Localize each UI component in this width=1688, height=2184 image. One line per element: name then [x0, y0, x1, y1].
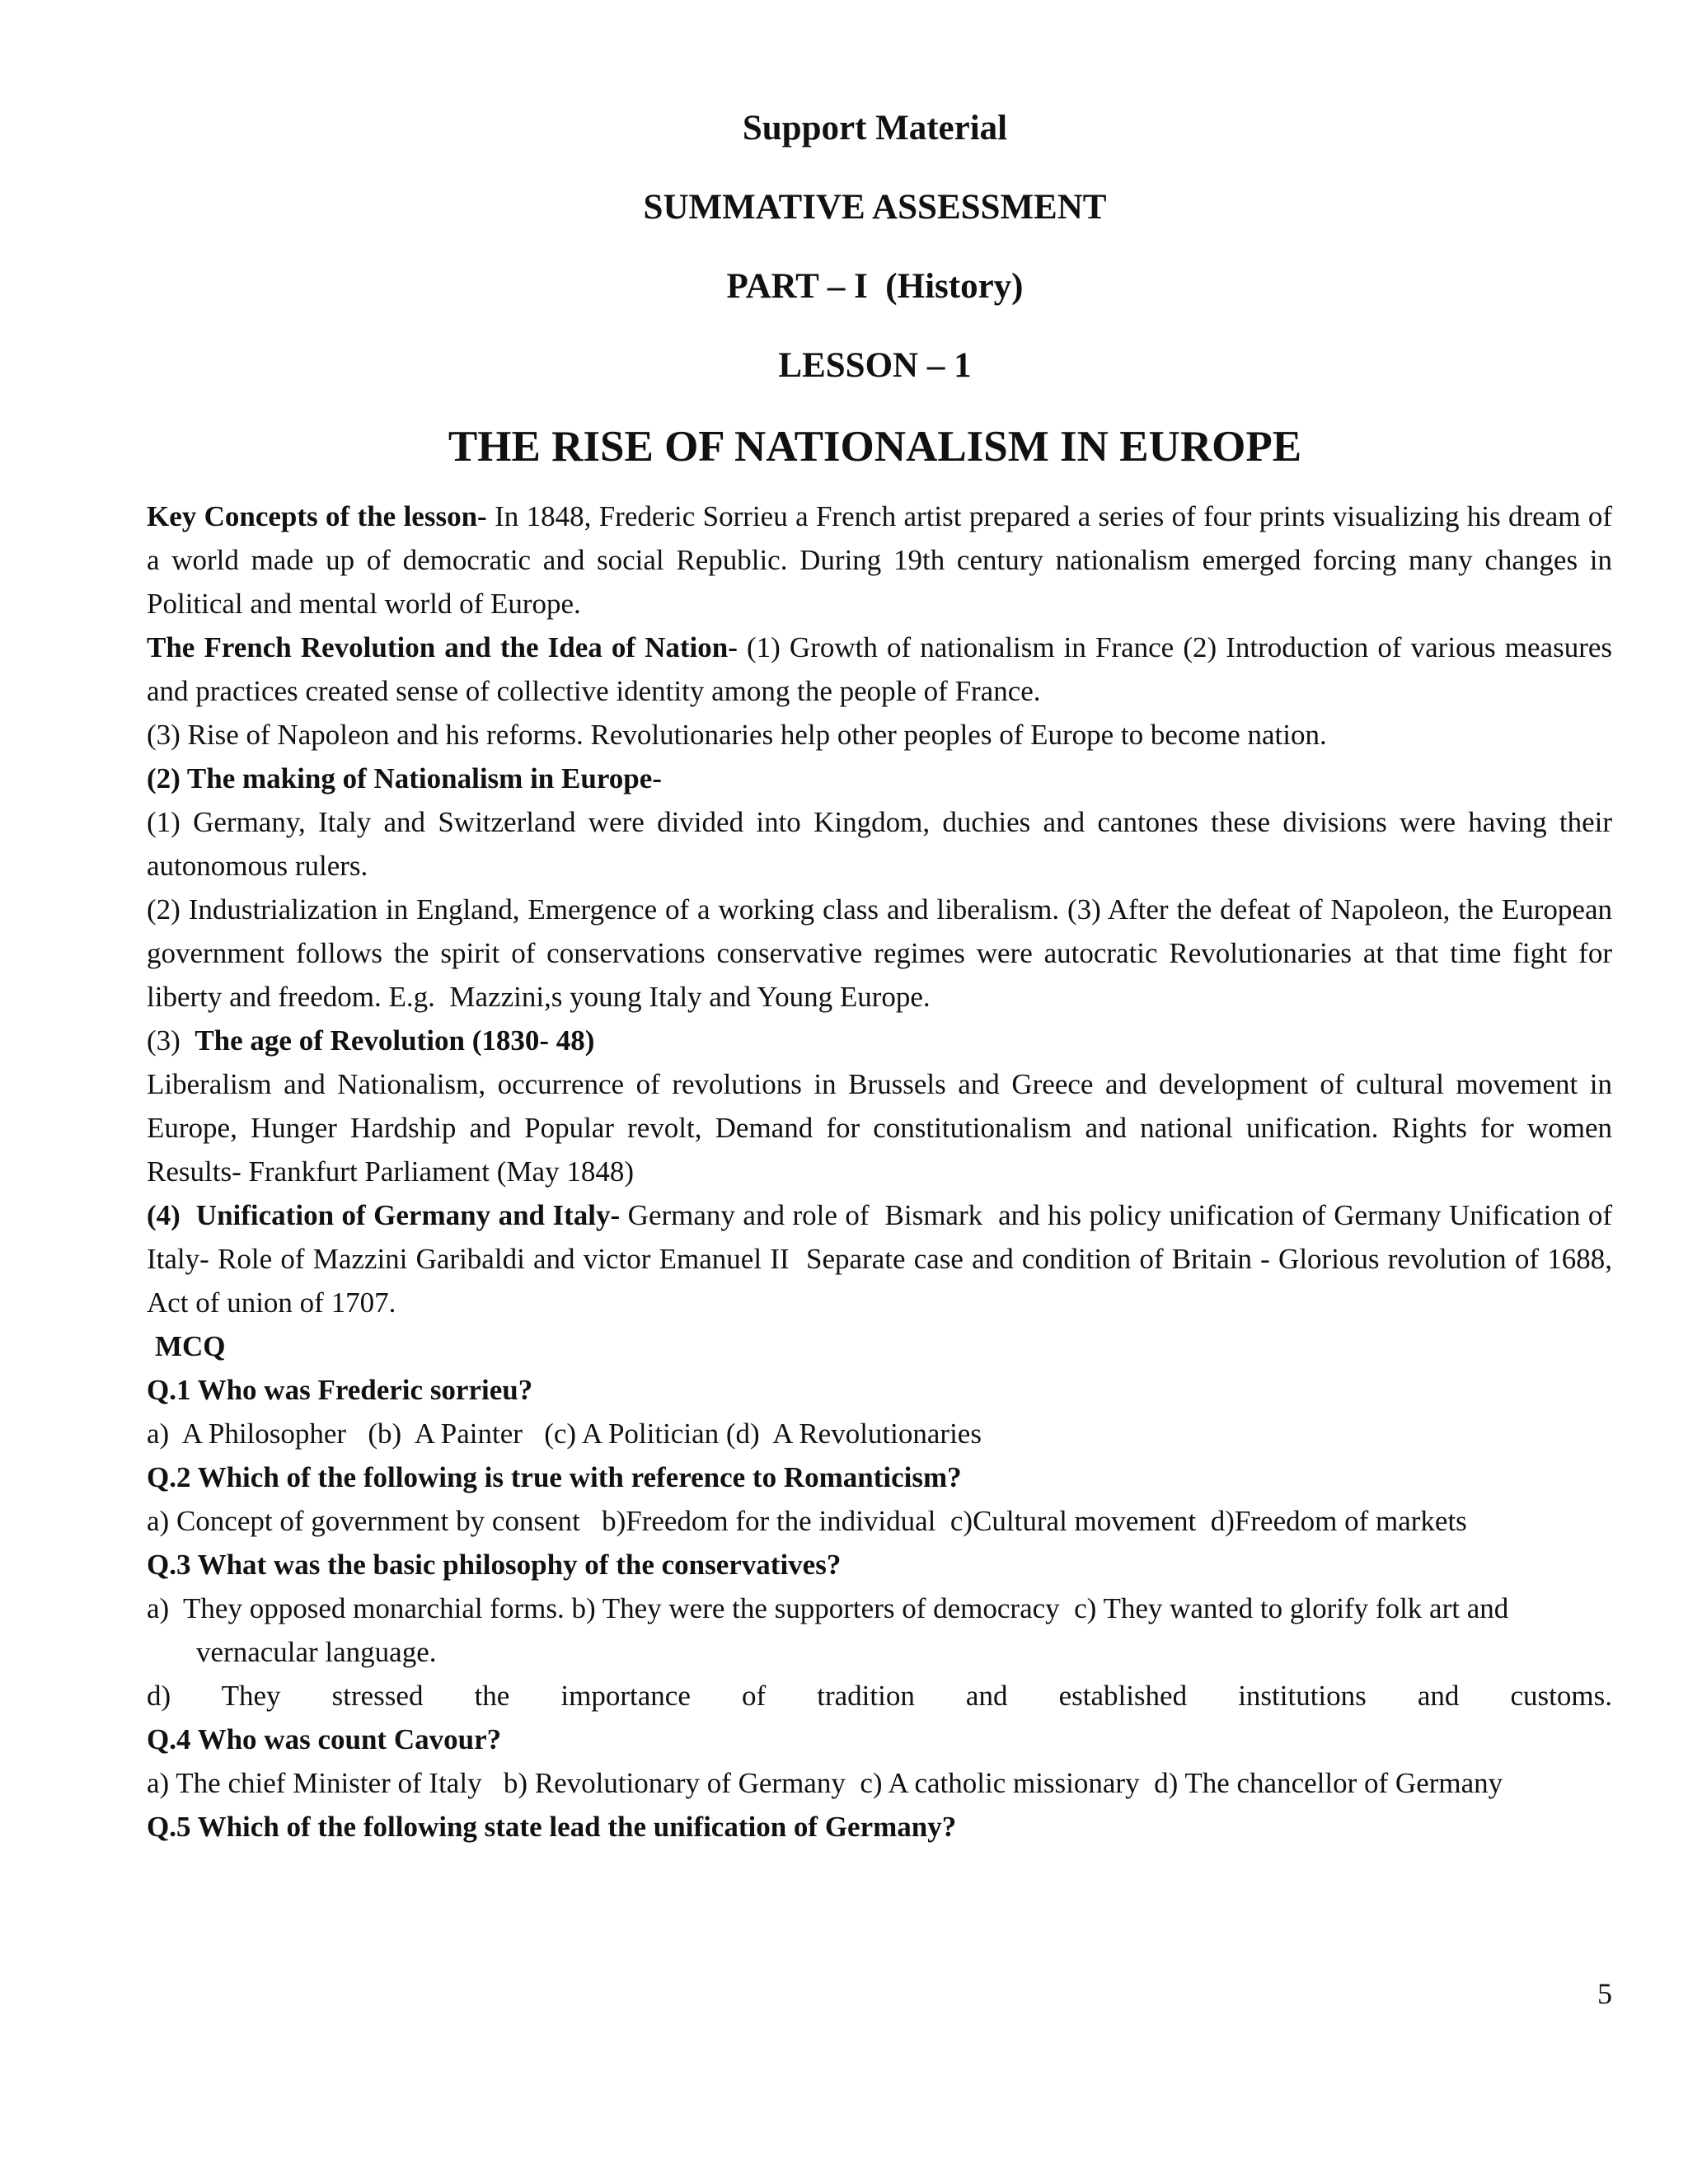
question-4: Q.4 Who was count Cavour? — [147, 1723, 502, 1755]
part-heading: PART – I (History) — [726, 267, 1024, 306]
making-heading: (2) The making of Nationalism in Europe- — [147, 762, 662, 794]
key-concepts-paragraph — [147, 494, 1620, 626]
question-4-options: a) The chief Minister of Italy b) Revolutionary of Germany c) A catholic missionary d) The chancellor of Germany — [147, 1767, 1503, 1799]
unification-paragraph — [147, 1193, 1620, 1324]
age-of-revolution-paragraph: Liberalism and Nationalism, occurrence of revolutions in Brussels and Greece and development of cultural movement in Europe, Hunger Hardship and Popular revolt, Demand for constitutionalism and national unification. Rights for women Results- Frankfurt Parliament (May 1848) — [147, 1068, 1620, 1188]
lesson-title: THE RISE OF NATIONALISM IN EUROPE — [448, 423, 1302, 471]
mcq-heading: MCQ — [155, 1330, 226, 1362]
question-1: Q.1 Who was Frederic sorrieu? — [147, 1374, 533, 1406]
question-3: Q.3 What was the basic philosophy of the conservatives? — [147, 1549, 842, 1581]
french-revolution-paragraph — [147, 626, 1620, 713]
age-of-revolution-number: (3) — [147, 1024, 195, 1057]
age-of-revolution-title: The age of Revolution (1830- 48) — [195, 1024, 595, 1057]
lesson-heading: LESSON – 1 — [778, 346, 972, 385]
unification-label: (4) Unification of Germany and Italy- — [147, 1199, 621, 1231]
question-3-options: a) They opposed monarchial forms. b) They were the supporters of democracy c) They wanted to glorify folk art and vernacular language. — [147, 1592, 1516, 1668]
key-concepts-label: Key Concepts of the lesson- — [147, 500, 487, 532]
summative-assessment-heading: SUMMATIVE ASSESSMENT — [643, 188, 1107, 227]
age-of-revolution-heading — [147, 1019, 1612, 1062]
header — [0, 89, 1688, 488]
key-concepts-text: In 1848, Frederic Sorrieu a French artist prepared a series of four prints visualizing his dream of a world made up of democratic and social Republic. During 19th century nationalism emerged forcing many changes in Political and mental world of Europe. — [147, 500, 1620, 620]
question-2-options: a) Concept of government by consent b)Freedom for the individual c)Cultural movement d)Freedom of markets — [147, 1505, 1467, 1537]
question-2: Q.2 Which of the following is true with reference to Romanticism? — [147, 1461, 962, 1493]
making-paragraph-1: (1) Germany, Italy and Switzerland were divided into Kingdom, duchies and cantones these divisions were having their autonomous rulers. — [147, 806, 1620, 882]
french-revolution-text: (1) Growth of nationalism in France (2) Introduction of various measures and practices created sense of collective identity among the people of France. — [147, 631, 1620, 707]
question-1-options: a) A Philosopher (b) A Painter (c) A Politician (d) A Revolutionaries — [147, 1418, 982, 1450]
making-paragraph-2: (2) Industrialization in England, Emergence of a working class and liberalism. (3) After the defeat of Napoleon, the European government follows the spirit of conservations conservative regimes were autocratic Revolutionaries at that time fight for liberty and freedom. E.g. Mazzini,s young Italy and Young Europe. — [147, 893, 1620, 1013]
page-number: 5 — [1597, 1977, 1612, 2010]
french-revolution-label: The French Revolution and the Idea of Nation- — [147, 631, 738, 663]
document-body — [147, 494, 1620, 1849]
french-revolution-line2: (3) Rise of Napoleon and his reforms. Revolutionaries help other peoples of Europe to become nation. — [147, 719, 1327, 751]
question-3-option-d: d) They stressed the importance of tradition and established institutions and customs. — [147, 1680, 1612, 1712]
question-5: Q.5 Which of the following state lead the unification of Germany? — [147, 1811, 957, 1843]
unification-text: Germany and role of Bismark and his policy unification of Germany Unification of Italy- Role of Mazzini Garibaldi and victor Emanuel II Separate case and condition of Britain - Glorious revolution of 1688, Act of union of 1707. — [147, 1199, 1620, 1319]
support-material-heading: Support Material — [742, 109, 1008, 148]
